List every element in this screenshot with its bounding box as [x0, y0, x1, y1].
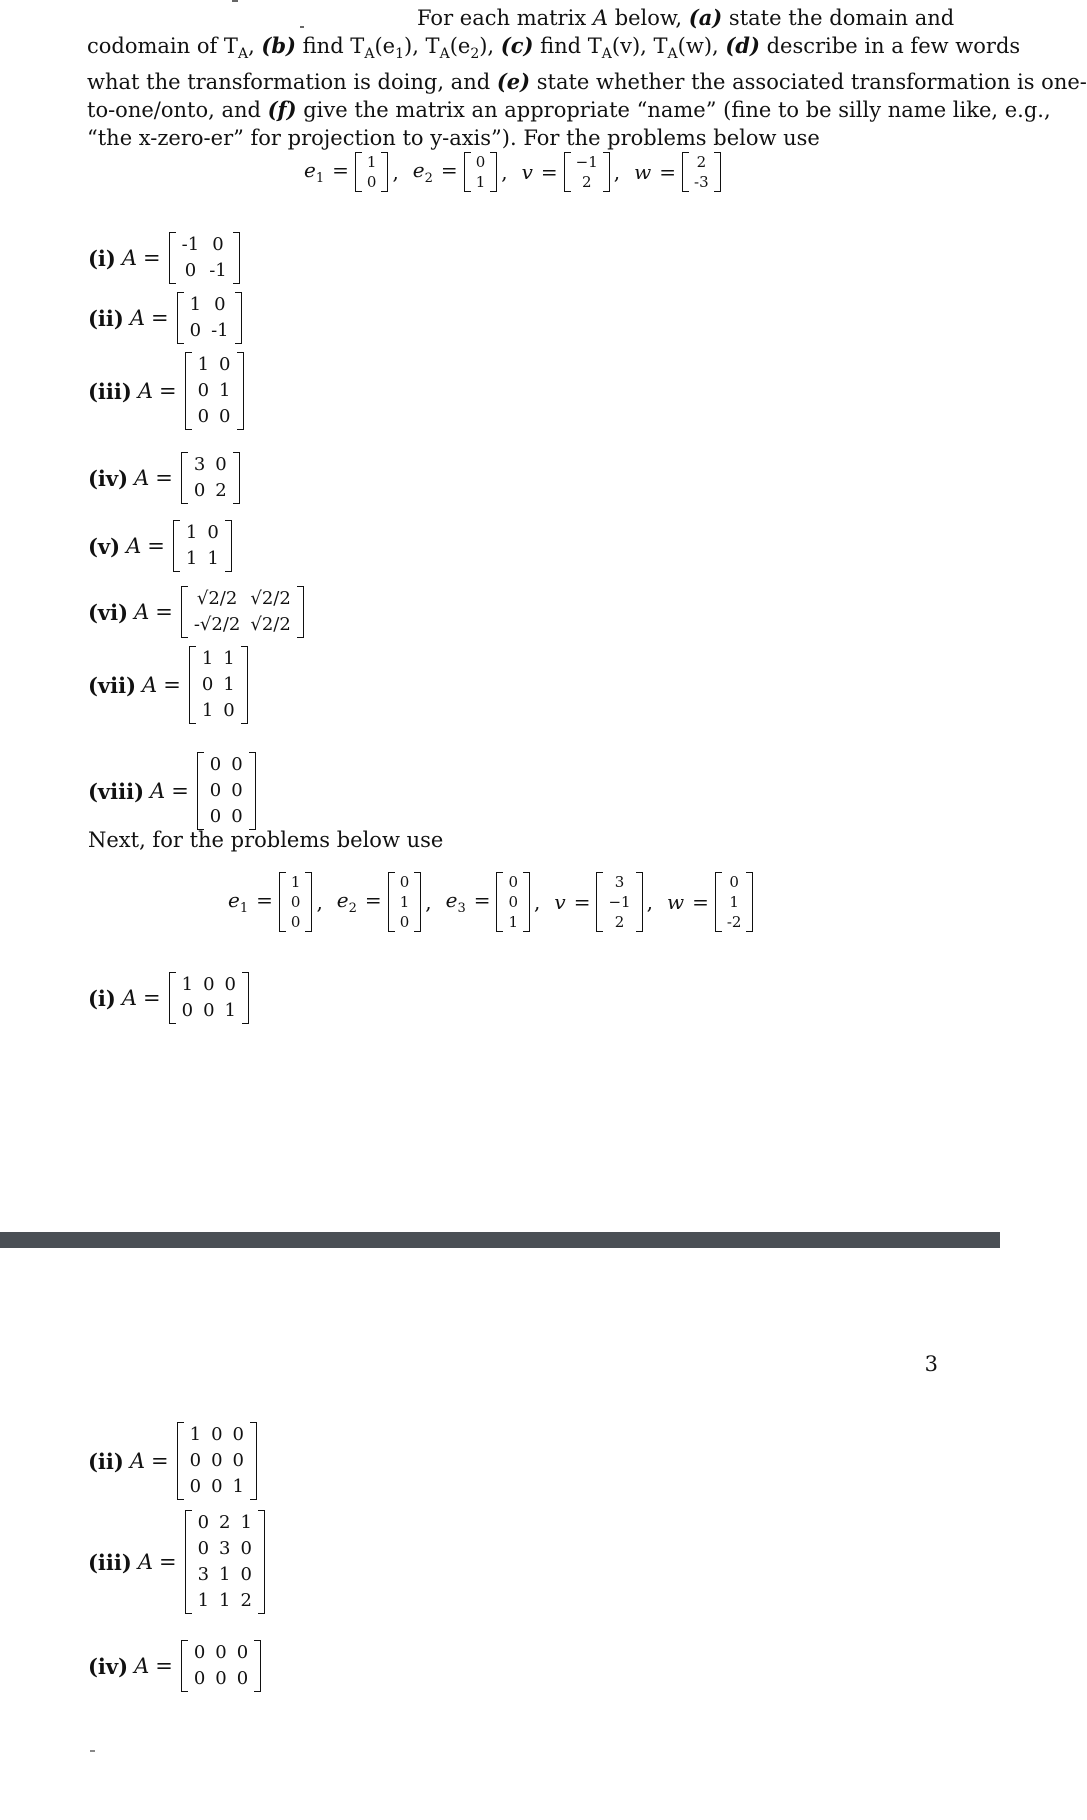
matrix-symbol: A =	[134, 600, 173, 624]
left-bracket	[169, 232, 176, 284]
matrix-entry: 1	[290, 873, 301, 891]
matrix-entry: 0	[197, 1538, 210, 1559]
instructions-paragraph	[87, 4, 1087, 152]
problem-label: (ii)	[88, 305, 124, 331]
matrix-entry: 1	[185, 522, 198, 543]
matrix-entry: 0	[201, 674, 214, 695]
matrix-entry: 0	[223, 700, 235, 721]
matrix-entry: 0	[209, 754, 222, 775]
problem-label: (ii)	[88, 1448, 124, 1474]
column-vector	[464, 152, 498, 192]
matrix-entry: 0	[508, 873, 519, 891]
matrix	[173, 520, 232, 572]
matrix-entry: 1	[219, 1564, 231, 1585]
vector-name: $e_1$ =	[304, 158, 349, 186]
separator-comma: ,	[316, 890, 323, 914]
left-bracket	[464, 152, 471, 192]
matrix-entry: 0	[215, 454, 227, 475]
matrix-entry: 0	[209, 780, 222, 801]
vectors-2d-definition	[304, 152, 721, 192]
separator-comma: ,	[613, 160, 621, 184]
right-bracket	[297, 586, 304, 638]
vector-name: v =	[521, 160, 558, 184]
matrix-entry: 1	[189, 1424, 202, 1445]
column-vector	[564, 152, 610, 192]
problem-label: (iii)	[88, 1549, 132, 1575]
separator-comma: ,	[501, 160, 508, 184]
page-number: 3	[924, 1352, 938, 1376]
matrix-entry: 0	[197, 1512, 210, 1533]
matrix-entry: 1	[219, 1590, 231, 1611]
scan-mark	[90, 1750, 95, 1752]
right-bracket	[490, 152, 497, 192]
matrix-symbol: A =	[129, 306, 169, 330]
problem-label: (iv)	[88, 465, 129, 491]
matrix-entry: 0	[184, 260, 197, 281]
matrix-entry: 3	[614, 873, 625, 891]
matrix-entry: 0	[214, 294, 226, 315]
matrix-entry: √2/2	[196, 588, 238, 609]
column-vector	[496, 872, 530, 932]
left-bracket	[596, 872, 603, 932]
matrix-entry: 0	[197, 380, 210, 401]
vector-name: $e_2$ =	[336, 888, 382, 916]
matrix-symbol: A =	[137, 1550, 177, 1574]
left-bracket	[177, 1422, 184, 1500]
matrix-entry: 0	[236, 1642, 249, 1663]
matrix-entry: 0	[219, 406, 231, 427]
left-bracket	[181, 1640, 188, 1692]
matrix-symbol: A =	[134, 1654, 173, 1678]
matrix-entry: 1	[181, 974, 194, 995]
problem-item	[88, 352, 244, 430]
matrix-entry: 0	[231, 754, 243, 775]
right-bracket	[237, 352, 244, 430]
matrix-entry: 0	[219, 354, 231, 375]
matrix-entry: 1	[508, 913, 519, 931]
problem-item	[88, 520, 232, 572]
matrix-entry: 0	[193, 1642, 206, 1663]
vector-name: w =	[666, 890, 709, 914]
matrix-entry: 1	[232, 1476, 244, 1497]
matrix-entry: 0	[193, 480, 206, 501]
matrix-entry: 0	[203, 1000, 215, 1021]
problem-item	[88, 752, 256, 830]
right-bracket	[249, 752, 256, 830]
scan-mark	[232, 0, 238, 2]
matrix-symbol: A =	[121, 986, 161, 1010]
problem-label: (v)	[88, 533, 121, 559]
matrix-entry: 0	[207, 522, 219, 543]
problem-item	[88, 1510, 265, 1614]
matrix-entry: 0	[232, 1424, 244, 1445]
matrix-entry: 0	[231, 780, 243, 801]
vector-name: $e_2$ =	[412, 158, 458, 186]
matrix-entry: 1	[201, 700, 214, 721]
matrix-entry: 1	[366, 153, 377, 171]
matrix-entry: 0	[231, 806, 243, 827]
matrix-entry: 1	[224, 1000, 236, 1021]
matrix-entry: 0	[181, 1000, 194, 1021]
matrix-entry: 1	[475, 173, 486, 191]
matrix	[181, 452, 240, 504]
matrix-entry: 2	[614, 913, 625, 931]
matrix-entry: 1	[223, 674, 235, 695]
right-bracket	[381, 152, 388, 192]
vector-name: v =	[554, 890, 591, 914]
vectors-3d-definition	[228, 872, 753, 932]
matrix-entry: 0	[475, 153, 486, 171]
instructions-line-5: “the x-zero-er” for projection to y-axis”). For the problems below use	[87, 126, 820, 151]
matrix-entry: -2	[726, 913, 742, 931]
matrix-entry: -1	[181, 234, 200, 255]
column-vector	[596, 872, 642, 932]
problem-item	[88, 586, 304, 638]
matrix	[185, 352, 244, 430]
right-bracket	[746, 872, 753, 932]
problem-item	[88, 646, 248, 724]
problem-label: (i)	[88, 245, 116, 271]
right-bracket	[242, 972, 249, 1024]
matrix-entry: 0	[197, 406, 210, 427]
matrix-entry: 1	[197, 1590, 210, 1611]
right-bracket	[714, 152, 721, 192]
left-bracket	[181, 586, 188, 638]
matrix	[181, 1640, 261, 1692]
vector-name: $e_1$ =	[228, 888, 273, 916]
matrix-entry: 2	[219, 1512, 231, 1533]
matrix	[177, 292, 242, 344]
matrix-entry: -1	[209, 260, 227, 281]
problem-label: (iii)	[88, 378, 132, 404]
left-bracket	[715, 872, 722, 932]
matrix-entry: 0	[240, 1564, 252, 1585]
right-bracket	[636, 872, 643, 932]
matrix-entry: 1	[223, 648, 235, 669]
column-vector	[279, 872, 313, 932]
problem-item	[88, 1422, 257, 1500]
matrix-entry: 0	[399, 913, 410, 931]
instructions-line-4: to-one/onto, and (f) give the matrix an appropriate “name” (fine to be silly name like, e.g.,	[87, 97, 1051, 123]
problem-item	[88, 452, 240, 504]
separator-comma: ,	[392, 160, 399, 184]
column-vector	[715, 872, 754, 932]
separator-comma: ,	[425, 890, 432, 914]
matrix-entry: 1	[197, 354, 210, 375]
matrix	[169, 972, 249, 1024]
left-bracket	[181, 452, 188, 504]
problem-item	[88, 972, 249, 1024]
separator-comma: ,	[646, 890, 653, 914]
matrix	[185, 1510, 265, 1614]
matrix-entry: 0	[212, 234, 224, 255]
right-bracket	[258, 1510, 265, 1614]
matrix-symbol: A =	[121, 246, 161, 270]
matrix-entry: 3	[193, 454, 206, 475]
matrix-entry: 3	[197, 1564, 210, 1585]
left-bracket	[173, 520, 180, 572]
matrix-entry: 2	[696, 153, 707, 171]
vector-name: $e_3$ =	[445, 888, 491, 916]
problem-label: (vi)	[88, 599, 129, 625]
right-bracket	[254, 1640, 261, 1692]
instructions-line-3: what the transformation is doing, and (e) state whether the associated transformation is one-	[87, 69, 1087, 95]
left-bracket	[388, 872, 395, 932]
matrix-symbol: A =	[129, 1449, 169, 1473]
left-bracket	[185, 352, 192, 430]
matrix-entry: √2/2	[250, 588, 291, 609]
matrix-entry: 1	[240, 1512, 252, 1533]
matrix	[197, 752, 256, 830]
matrix-entry: 0	[508, 893, 519, 911]
matrix-entry: 3	[219, 1538, 231, 1559]
matrix-symbol: A =	[126, 534, 165, 558]
matrix-symbol: A =	[142, 673, 181, 697]
matrix-symbol: A =	[137, 379, 177, 403]
right-bracket	[523, 872, 530, 932]
left-bracket	[682, 152, 689, 192]
problem-item	[88, 232, 240, 284]
right-bracket	[250, 1422, 257, 1500]
matrix-entry: 1	[189, 294, 202, 315]
matrix-entry: 0	[209, 806, 222, 827]
matrix-entry: 0	[290, 893, 301, 911]
right-bracket	[305, 872, 312, 932]
matrix-symbol: A =	[150, 779, 189, 803]
matrix-entry: 0	[729, 873, 739, 891]
matrix-entry: 0	[236, 1668, 249, 1689]
right-bracket	[414, 872, 421, 932]
column-vector	[682, 152, 721, 192]
matrix-entry: 2	[215, 480, 227, 501]
matrix	[189, 646, 248, 724]
matrix	[177, 1422, 257, 1500]
left-bracket	[564, 152, 571, 192]
left-bracket	[279, 872, 286, 932]
right-bracket	[233, 452, 240, 504]
matrix-entry: 0	[203, 974, 215, 995]
right-bracket	[225, 520, 232, 572]
instructions-line-2: codomain of $T_A$, (b) find $T_A(e_1)$, $T_A(e_2)$, (c) find $T_A(v)$, $T_A(w)$, (d) describe in a few words	[87, 33, 1021, 63]
page-divider	[0, 1232, 1000, 1248]
matrix-symbol: A =	[134, 466, 173, 490]
right-bracket	[233, 232, 240, 284]
problem-label: (vii)	[88, 672, 137, 698]
matrix-entry: 0	[189, 1476, 202, 1497]
left-bracket	[169, 972, 176, 1024]
separator-comma: ,	[534, 890, 541, 914]
problem-label: (iv)	[88, 1653, 129, 1679]
left-bracket	[185, 1510, 192, 1614]
column-vector	[388, 872, 422, 932]
matrix-entry: −1	[608, 893, 631, 911]
matrix-entry: 0	[366, 173, 377, 191]
matrix-entry: 0	[224, 974, 236, 995]
matrix-entry: 1	[399, 893, 410, 911]
matrix-entry: −1	[575, 153, 598, 171]
matrix-entry: 1	[207, 548, 219, 569]
right-bracket	[241, 646, 248, 724]
problem-item	[88, 1640, 261, 1692]
matrix-entry: 1	[185, 548, 198, 569]
left-bracket	[355, 152, 362, 192]
matrix-entry: 0	[240, 1538, 252, 1559]
matrix-entry: -1	[211, 320, 229, 341]
matrix-entry: 0	[232, 1450, 244, 1471]
matrix-entry: 0	[290, 913, 301, 931]
problem-label: (i)	[88, 985, 116, 1011]
left-bracket	[189, 646, 196, 724]
matrix-entry: -√2/2	[193, 614, 241, 635]
matrix	[169, 232, 240, 284]
left-bracket	[496, 872, 503, 932]
problem-label: (viii)	[88, 778, 145, 804]
matrix-entry: 0	[399, 873, 410, 891]
matrix-entry: 0	[211, 1424, 223, 1445]
matrix-entry: 0	[193, 1668, 206, 1689]
matrix-entry: -3	[694, 173, 709, 191]
matrix-entry: 0	[215, 1668, 227, 1689]
next-section-text: Next, for the problems below use	[88, 828, 444, 852]
matrix-entry: 1	[201, 648, 214, 669]
column-vector	[355, 152, 389, 192]
left-bracket	[197, 752, 204, 830]
matrix-entry: 0	[215, 1642, 227, 1663]
matrix	[181, 586, 304, 638]
right-bracket	[235, 292, 242, 344]
matrix-entry: 2	[581, 173, 592, 191]
matrix-entry: 1	[219, 380, 231, 401]
right-bracket	[603, 152, 610, 192]
problem-item	[88, 292, 242, 344]
vector-name: w =	[634, 160, 677, 184]
matrix-entry: 0	[211, 1476, 223, 1497]
matrix-entry: 1	[729, 893, 739, 911]
matrix-entry: 2	[240, 1590, 252, 1611]
matrix-entry: 0	[211, 1450, 223, 1471]
left-bracket	[177, 292, 184, 344]
matrix-entry: 0	[189, 1450, 202, 1471]
matrix-entry: √2/2	[250, 614, 291, 635]
matrix-entry: 0	[189, 320, 202, 341]
instructions-line-1: For each matrix A below, (a) state the domain and	[417, 5, 955, 30]
